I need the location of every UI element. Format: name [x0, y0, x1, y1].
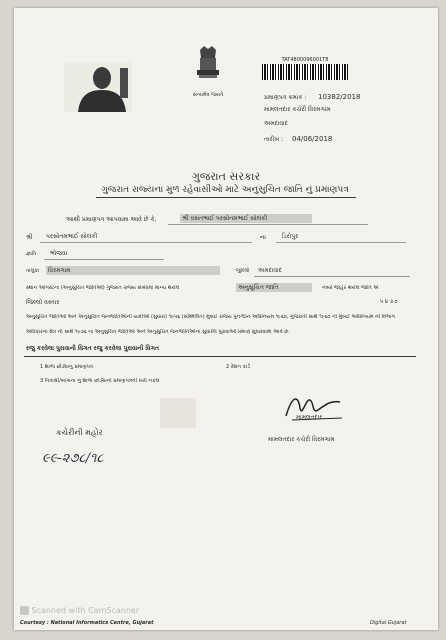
office-seal-label: કચેરીની મહોર [56, 428, 103, 437]
city: અમદાવાદ [264, 120, 288, 127]
district-area-label: જિલ્લો વસ્તાર [26, 299, 60, 306]
document-item: 1 શાળા છોડ્યાનુ પ્રમાણપત્ર [40, 364, 93, 370]
document-item: 2 રેશન કાર્ડ [226, 364, 251, 370]
parent-name-line [40, 242, 252, 243]
documents-divider [24, 356, 416, 357]
caste-name: ભોજવા [50, 250, 68, 257]
village-line [276, 242, 406, 243]
office-line: મામલતદાર કચેરી વિરમગામ [264, 106, 331, 113]
scanner-watermark [20, 606, 139, 615]
village-label: ના [260, 234, 266, 241]
barcode [262, 64, 348, 80]
category-label: અનુસુચિત જાતિ [236, 283, 312, 292]
district-name: અમદાવાદ [258, 267, 282, 274]
page-number: ૫ ૪ ૩ ૦ [380, 299, 398, 305]
national-emblem-icon [188, 44, 228, 90]
caste-label: જ્ઞાતિ [26, 251, 37, 257]
scanner-watermark-text: Scanned with CamScanner [31, 606, 140, 615]
scanner-logo-icon [20, 606, 29, 615]
holder-name: શ્રી વસંતભાઈ પરસોતમભાઈ સોલંકી [180, 214, 312, 223]
village-name: ડિરોપુર [282, 233, 299, 240]
legal-paragraph-2: અધિકારના ક્ષેત્ર ની સાથે ૧૯૭૬ ના અનુસુચિત જાતિઓ અને અનુસુચિત જનજાતિઓના સુધારેલ પુરાવાઓ પ્રમાણે સુધારવામાં આવે છે. [26, 329, 290, 335]
taluka-label: તાલુકા [26, 268, 40, 274]
barcode-number: TAT4800096001T8 [281, 57, 329, 63]
emblem-caption: સત્યમેવ જયતે [192, 92, 224, 98]
taluka-name: વિરમગામ [46, 266, 220, 275]
certificate-subtitle: ગુજરાત રાજ્યના મુળ રહેવાસીઓ માટે અનુસુચિત જાતિ નું પ્રમાણપત્ર [101, 185, 349, 195]
parent-prefix: શ્રી [26, 234, 33, 241]
date-label: તારીખ : [264, 136, 284, 143]
handwritten-reference: ૯૯-૨૭૮/૧૮ [42, 451, 104, 466]
title-underline [96, 197, 356, 198]
intro-text: આથી પ્રમાણપત્ર આપવામા આવે છે કે, [66, 216, 157, 223]
signatory-title: મામલતદાર [296, 414, 323, 421]
district-label: જીલ્લો [236, 268, 250, 274]
digital-gujarat-logo: Digital Gujarat [370, 620, 407, 626]
caste-line [44, 259, 164, 260]
courtesy-text: Courtesy : National Informatics Centre, Gujarat [20, 620, 154, 626]
holder-name-line [168, 224, 368, 225]
issue-date: 04/06/2018 [292, 135, 333, 143]
faded-stamp [160, 398, 196, 428]
tail-text: નંબરે જાહેર થયેલ જાતિ એ [322, 285, 379, 291]
certificate-no-label: પ્રમાણપત્ર ક્રમાંક : [264, 94, 307, 101]
documents-heading: રજુ કરવેલા પુરાવાની વિગત રજુ કરવેલા પુરાવાની વિગત [26, 345, 159, 352]
applicant-photo [64, 62, 132, 112]
parent-name: પરસોતમભાઈ સોલંકી [46, 233, 98, 240]
legal-paragraph-1: અનુસુચિત જાતિઓ અને અનુસુચિત જનજાતિઓની યાદીઓ (સુધારા) ૧૯૫૬ (સમ્મિલિત) મુંબઈ રાજ્ય પુનર્ગઠન અધિનિયમ ૧૯૬૦, ગુજરાતી સાથે ૧૯૬૦ નો મુંબઈ અધિનિયમ ની વિભાગ [26, 314, 395, 320]
certificate-no: 10382/2018 [318, 93, 361, 101]
document-item: 3 પિતાશ્રી/બાપાના નું શાળા છોડ્યાનો પ્રમાણપત્રની ખરી નકલ [40, 378, 160, 384]
district-line [254, 276, 410, 277]
government-title: ગુજરાત સરકાર [191, 170, 261, 183]
order-text: સ્થાન ઓગસ્ટના (અનુસુચિત જાતિઓ) ગુજરાત રાજ્ય સંબંધમાં માન્ય થયેલ [26, 285, 180, 291]
signatory-office: મામલતદાર કચેરી વિરમગામ [268, 436, 335, 443]
